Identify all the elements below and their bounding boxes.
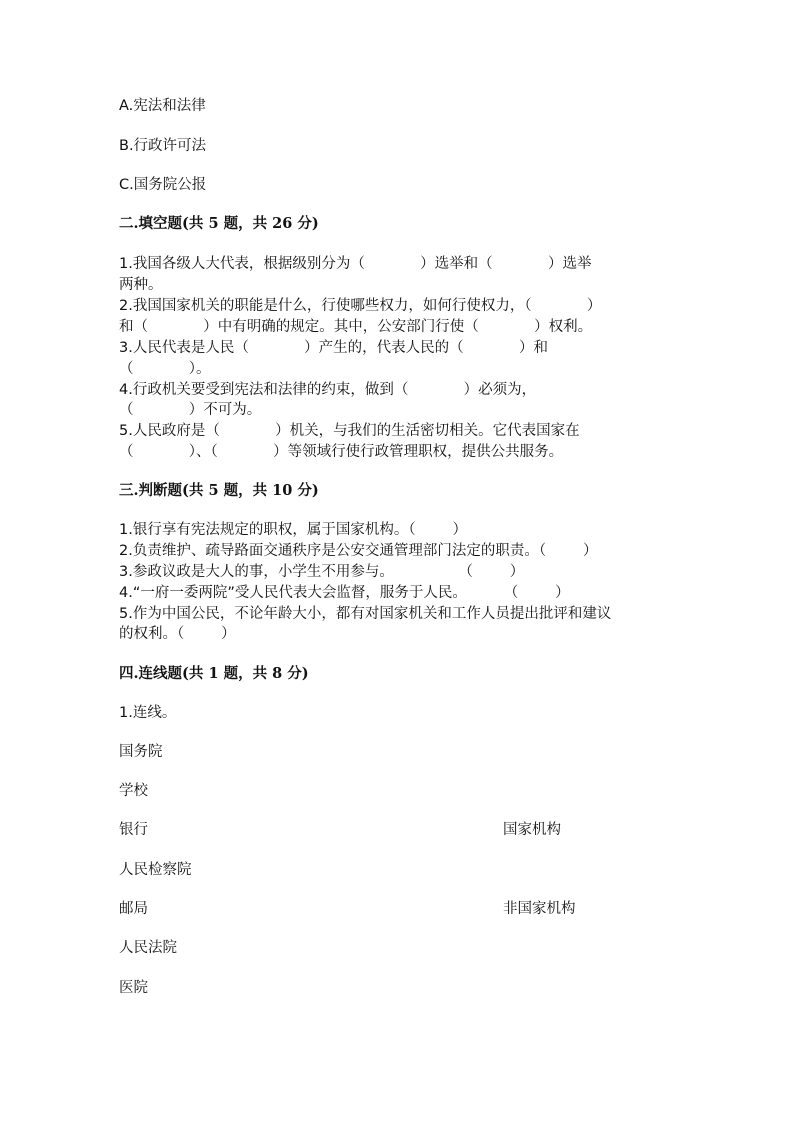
- fill-blank-line: 4.行政机关要受到宪法和法律的约束，做到（ ）必须为，: [119, 382, 537, 398]
- fill-blank-line: 和（ ）中有明确的规定。其中，公安部门行使（ ）权利。: [119, 319, 593, 335]
- matching-left-item: 人民检察院: [119, 862, 192, 878]
- fill-blank-line: 两种。: [119, 277, 163, 293]
- option-a: A.宪法和法律: [119, 98, 206, 114]
- fill-blank-line: 1.我国各级人大代表，根据级别分为（ ）选举和（ ）选举: [119, 256, 592, 272]
- fill-blank-line: 5.人民政府是（ ）机关，与我们的生活密切相关。它代表国家在: [119, 423, 580, 439]
- true-false-line: 4.“一府一委两院”受人民代表大会监督，服务于人民。 （ ）: [119, 585, 570, 601]
- true-false-line: 5.作为中国公民，不论年龄大小，都有对国家机关和工作人员提出批评和建议: [119, 606, 612, 622]
- matching-left-item: 银行: [119, 822, 148, 838]
- fill-blank-line: （ ）。: [119, 361, 211, 377]
- true-false-line: 2.负责维护、疏导路面交通秩序是公安交通管理部门法定的职责。（ ）: [119, 543, 598, 559]
- matching-question: 1.连线。: [119, 705, 177, 721]
- matching-left-item: 学校: [119, 783, 148, 799]
- section-heading-true-false: 三.判断题(共 5 题，共 10 分): [119, 482, 319, 499]
- matching-left-item: 人民法院: [119, 940, 177, 956]
- option-b: B.行政许可法: [119, 138, 207, 154]
- matching-left-item: 国务院: [119, 744, 163, 760]
- fill-blank-line: 3.人民代表是人民（ ）产生的，代表人民的（ ）和: [119, 340, 548, 356]
- true-false-line: 3.参政议政是大人的事，小学生不用参与。 （ ）: [119, 564, 525, 580]
- option-c: C.国务院公报: [119, 177, 207, 193]
- matching-left-item: 医院: [119, 980, 148, 996]
- section-heading-matching: 四.连线题(共 1 题，共 8 分): [119, 665, 309, 682]
- true-false-line: 1.银行享有宪法规定的职权，属于国家机构。（ ）: [119, 522, 467, 538]
- matching-right-item: 非国家机构: [503, 901, 576, 917]
- fill-blank-line: 2.我国国家机关的职能是什么，行使哪些权力，如何行使权力，（ ）: [119, 298, 602, 314]
- true-false-line: 的权利。（ ）: [119, 626, 236, 642]
- fill-blank-line: （ ）、（ ）等领域行使行政管理职权，提供公共服务。: [119, 444, 564, 460]
- matching-left-item: 邮局: [119, 901, 148, 917]
- fill-blank-line: （ ）不可为。: [119, 402, 262, 418]
- section-heading-fill-blank: 二.填空题(共 5 题，共 26 分): [119, 215, 319, 232]
- matching-right-item: 国家机构: [503, 822, 561, 838]
